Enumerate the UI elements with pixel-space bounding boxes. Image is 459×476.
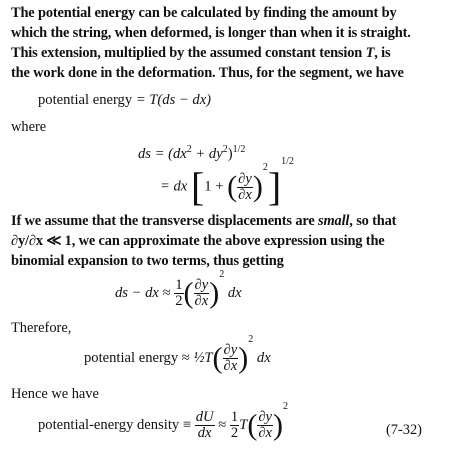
eq-ds-eq2: = dx (160, 178, 188, 195)
left-paren: ( (227, 170, 238, 203)
equation-ds-line-1 (138, 144, 245, 163)
equation-ds-line-2 (160, 156, 294, 209)
assume-line-1-text: If we assume that the transverse displacements are (11, 213, 319, 229)
assume-line-1 (11, 211, 451, 231)
eq-ds-plus: + dy (191, 145, 223, 162)
frac-num: ∂y (258, 409, 273, 425)
assume-line-2: ∂y/∂x ≪ 1, we can approximate the above expression using the (11, 233, 385, 249)
du-num: dU (195, 409, 214, 425)
eq-approx-sq: 2 (219, 268, 225, 280)
eq-pe2-lhs: potential energy ≈ (84, 349, 190, 366)
eq-pe-rhs: = T(ds − dx) (135, 92, 212, 108)
left-paren: ( (247, 408, 258, 442)
where-label: where (11, 119, 47, 135)
intro-line-4: the work done in the deformation. Thus, for the segment, we have (11, 65, 404, 81)
eq-ds-close: ) (227, 145, 233, 162)
equation-potential-energy (38, 92, 211, 109)
eq-pe2-sq: 2 (248, 333, 254, 345)
eq-ds-exp-half: 1/2 (281, 156, 294, 168)
half-num: 1 (175, 277, 183, 293)
assume-line-3: binomial expansion to two terms, thus getting (11, 253, 284, 269)
eq-ds-exp-sq: 2 (262, 162, 268, 174)
eq-pe2-tail: dx (256, 349, 271, 366)
right-bracket: ] (267, 164, 282, 209)
right-paren: ) (252, 170, 263, 203)
tension-symbol: T (239, 416, 248, 433)
frac-den: ∂x (223, 358, 238, 374)
partial-fraction (194, 278, 210, 309)
equation-energy-density (38, 400, 289, 442)
intro-line-3-end: , is (374, 45, 391, 61)
equation-potential-energy-approx (84, 333, 271, 375)
equation-number: (7-32) (386, 422, 422, 438)
intro-paragraph (11, 3, 451, 83)
eq-ds-lhs: ds (138, 145, 151, 162)
hence-label: Hence we have (11, 386, 99, 402)
du-dx-fraction (195, 410, 215, 441)
small-word: small (318, 213, 350, 229)
right-paren: ) (209, 276, 220, 310)
right-paren: ) (238, 341, 249, 375)
intro-line-3-text: This extension, multiplied by the assumed constant tension (11, 45, 366, 61)
right-paren: ) (273, 408, 284, 442)
eq-ds-sq1: 2 (186, 144, 192, 155)
eq-pe2-coef: ½T (193, 349, 213, 366)
eq-ds-open: = (dx (154, 145, 187, 162)
eq-approx-tail: dx (227, 284, 242, 301)
left-bracket: [ (190, 164, 205, 209)
partial-fraction (237, 172, 253, 203)
left-paren: ( (212, 341, 223, 375)
intro-line-1: The potential energy can be calculated by finding the amount by (11, 5, 397, 21)
partial-fraction (257, 410, 273, 441)
half-fraction (230, 410, 239, 441)
half-fraction (174, 278, 183, 309)
assume-paragraph (11, 211, 451, 271)
half-den: 2 (175, 293, 183, 309)
half-num: 1 (230, 409, 239, 425)
frac-den: ∂x (238, 186, 252, 203)
eq-pe-lhs: potential energy (38, 92, 133, 108)
eq-density-approx: ≈ (218, 416, 227, 433)
eq-ds-half: 1/2 (232, 144, 246, 155)
du-den: dx (195, 425, 215, 441)
eq-approx-lhs: ds − dx ≈ (115, 284, 171, 301)
eq-density-lhs: potential-energy density ≡ (38, 416, 192, 433)
therefore-label: Therefore, (11, 320, 72, 336)
assume-line-1-end: , so that (349, 213, 397, 229)
partial-fraction (223, 343, 239, 374)
frac-num: ∂y (238, 170, 252, 187)
frac-den: ∂x (194, 293, 209, 309)
intro-line-3 (11, 43, 451, 63)
half-den: 2 (230, 425, 239, 441)
eq-ds-one-plus: 1 + (204, 178, 224, 195)
frac-den: ∂x (258, 425, 273, 441)
frac-num: ∂y (223, 342, 238, 358)
equation-approx (115, 268, 242, 310)
intro-line-2: which the string, when deformed, is longer than when it is straight. (11, 25, 411, 41)
tension-symbol: T (365, 45, 375, 61)
left-paren: ( (183, 276, 194, 310)
eq-ds-sq2: 2 (222, 144, 228, 155)
frac-num: ∂y (194, 277, 209, 293)
eq-density-sq: 2 (283, 400, 289, 412)
